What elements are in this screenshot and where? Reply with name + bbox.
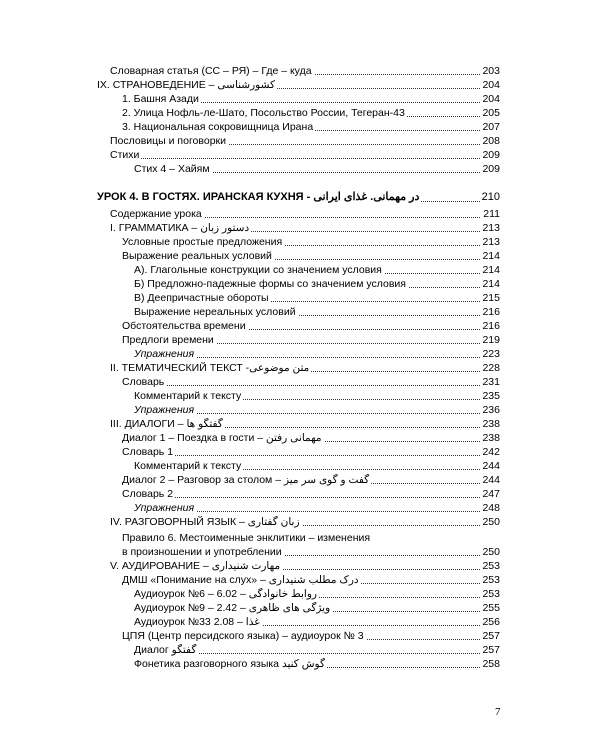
toc-entry-text: Аудиоурок №33 غذا – 2.08 [134,616,260,628]
toc-dot-leader [122,496,500,498]
toc-entry-text: В) Деепричастные обороты [134,292,269,304]
toc-entry [134,292,500,305]
toc-entry-page: 203 [482,65,500,77]
toc-entry-page: 238 [482,418,500,430]
toc-entry-text: Аудиоурок №9 – ویژگی های ظاهری – 2.42 [134,602,331,614]
toc-entry-page: 223 [482,348,500,360]
toc-entry-text: Диалог 1 – Поездка в гости – مهمانی رفتن [122,432,322,444]
toc-entry-text: III. ДИАЛОГИ – گفتگو ها [110,418,223,430]
toc-entry [122,546,500,559]
toc-entry [134,163,500,176]
toc-entry [134,502,500,515]
toc-entry-page: 213 [482,236,500,248]
toc-entry [122,574,500,587]
toc-entry [134,348,500,361]
toc-entry [122,446,500,459]
toc-entry [122,107,500,120]
toc-entry-page: 253 [482,588,500,600]
page-number: 7 [495,706,501,718]
toc-entry-page: 255 [482,602,500,614]
toc-entry [110,208,500,221]
toc-entry [134,616,500,629]
toc-section [110,362,500,375]
toc-entry-text: IV. РАЗГОВОРНЫЙ ЯЗЫК – زبان گفتاری [110,516,300,528]
toc-entry [134,278,500,291]
toc-entry [122,121,500,134]
toc-entry [122,474,500,487]
toc-entry-text: Условные простые предложения [122,236,283,248]
toc-entry [122,488,500,501]
toc-entry [134,658,500,671]
toc-entry-text: Словарь 1 [122,446,174,458]
toc-entry-page: 210 [481,191,500,203]
toc-entry [122,93,500,106]
toc-section [110,560,500,573]
toc-entry-text: Б) Предложно-падежные формы со значением условия [134,278,406,290]
toc-entry-text: Стих 4 – Хайям [134,163,210,175]
toc-entry-page: 250 [482,516,500,528]
toc-entry-text: II. ТЕМАТИЧЕСКИЙ ТЕКСТ -متن موضوعی [110,362,310,374]
toc-entry-page: 256 [482,616,500,628]
toc-dot-leader [122,384,500,386]
toc-entry-text: I. ГРАММАТИКА – دستور زبان [110,222,250,234]
toc-entry-page: 238 [482,432,500,444]
toc-entry-page: 253 [482,574,500,586]
toc-entry-text: Словарь [122,376,165,388]
toc-entry-text: Упражнения [134,502,195,514]
toc-entry-text: IX. СТРАНОВЕДЕНИЕ – کشورشناسی [97,79,275,91]
toc-entry [122,432,500,445]
toc-entry-page: 248 [482,502,500,514]
toc-dot-leader [110,157,500,159]
toc-section [110,418,500,431]
toc-entry-text: Выражение нереальных условий [134,306,296,318]
toc-entry-page: 214 [482,278,500,290]
toc-entry-text: Стихи [110,149,140,161]
toc-entry [122,532,500,545]
toc-entry [122,236,500,249]
toc-entry [134,588,500,601]
toc-entry-text: Выражение реальных условий [122,250,272,262]
toc-entry-page: 209 [482,163,500,175]
toc-entry-text: Словарь 2 [122,488,174,500]
toc-dot-leader [122,454,500,456]
toc-entry-page: 204 [482,93,500,105]
toc-entry-text: Аудиоурок №6 – روابط خانوادگی – 6.02 [134,588,317,600]
toc-entry-page: 208 [482,135,500,147]
toc-entry-text: 1. Башня Азади [122,93,199,105]
toc-entry-text: 3. Национальная сокровищница Ирана [122,121,314,133]
toc-entry [110,149,500,162]
toc-entry-page: 209 [482,149,500,161]
toc-entry [134,602,500,615]
toc-entry [134,460,500,473]
toc-entry [122,320,500,333]
toc-lesson-heading [97,190,500,205]
toc-entry-page: 235 [482,390,500,402]
toc-entry-text: УРОК 4. В ГОСТЯХ. ИРАНСКАЯ КУХНЯ - در مهمانی. غذای ایرانی [97,191,420,203]
toc-entry-page: 205 [482,107,500,119]
toc-entry-page: 253 [482,560,500,572]
toc-entry-text: Упражнения [134,404,195,416]
toc-entry-page: 250 [482,546,500,558]
toc-entry-text: Словарная статья (СС – РЯ) – Где – куда [110,65,312,77]
toc-entry-text: Комментарий к тексту [134,390,242,402]
toc-entry-page: 228 [482,362,500,374]
toc-entry [110,135,500,148]
toc-entry-text: Комментарий к тексту [134,460,242,472]
toc-entry-text: Предлоги времени [122,334,214,346]
toc-entry-text: Диалог 2 – Разговор за столом – گفت و گوی سر میز [122,474,370,486]
toc-entry-text: 2. Улица Нофль-ле-Шато, Посольство России, Тегеран-43 [122,107,405,119]
toc-entry [122,630,500,643]
toc-entry-page: 242 [482,446,500,458]
toc-entry-text: Упражнения [134,348,195,360]
toc-entry [122,376,500,389]
toc-entry-page: 231 [482,376,500,388]
toc-entry-text: Пословицы и поговорки [110,135,226,147]
toc-entry [134,404,500,417]
toc-entry-page: 244 [482,460,500,472]
toc-section [110,222,500,235]
toc-entry-page: 216 [482,306,500,318]
toc-entry [134,306,500,319]
toc-entry-text: А). Глагольные конструкции со значением условия [134,264,382,276]
toc-entry-text: Обстоятельства времени [122,320,246,332]
toc-section [110,516,500,529]
toc-entry-text: в произношении и употреблении [122,546,282,558]
toc-entry-page: 216 [482,320,500,332]
toc-entry [134,264,500,277]
toc-section [97,79,500,92]
toc-entry-page: 204 [482,79,500,91]
toc-entry-text: ДМШ «Понимание на слух» – درک مطلب شنیداری [122,574,359,586]
toc-entry-text: Диалог گفتگو [134,644,197,656]
toc-entry [122,334,500,347]
toc-entry-page: 214 [482,250,500,262]
toc-entry-page: 219 [482,334,500,346]
toc-entry [122,250,500,263]
toc-entry-page: 207 [482,121,500,133]
toc-entry-text: Правило 6. Местоименные энклитики – изменения [122,532,371,544]
toc-entry-page: 247 [482,488,500,500]
toc-entry-page: 213 [482,222,500,234]
toc-entry [134,644,500,657]
toc-entry-page: 257 [482,630,500,642]
toc-entry-page: 257 [482,644,500,656]
toc-entry [134,390,500,403]
toc-entry-text: Содержание урока [110,208,202,220]
toc-entry [110,65,500,78]
toc-entry-page: 215 [482,292,500,304]
toc-entry-text: Фонетика разговорного языка گوش کنید [134,658,325,670]
toc-entry-page: 236 [482,404,500,416]
toc-entry-text: V. АУДИРОВАНИЕ – مهارت شنیداری [110,560,281,572]
toc-entry-page: 244 [482,474,500,486]
toc-entry-page: 258 [482,658,500,670]
toc-entry-page: 211 [483,208,500,220]
toc-entry-text: ЦПЯ (Центр персидского языка) – аудиоурок № 3 [122,630,364,642]
toc-entry-page: 214 [482,264,500,276]
